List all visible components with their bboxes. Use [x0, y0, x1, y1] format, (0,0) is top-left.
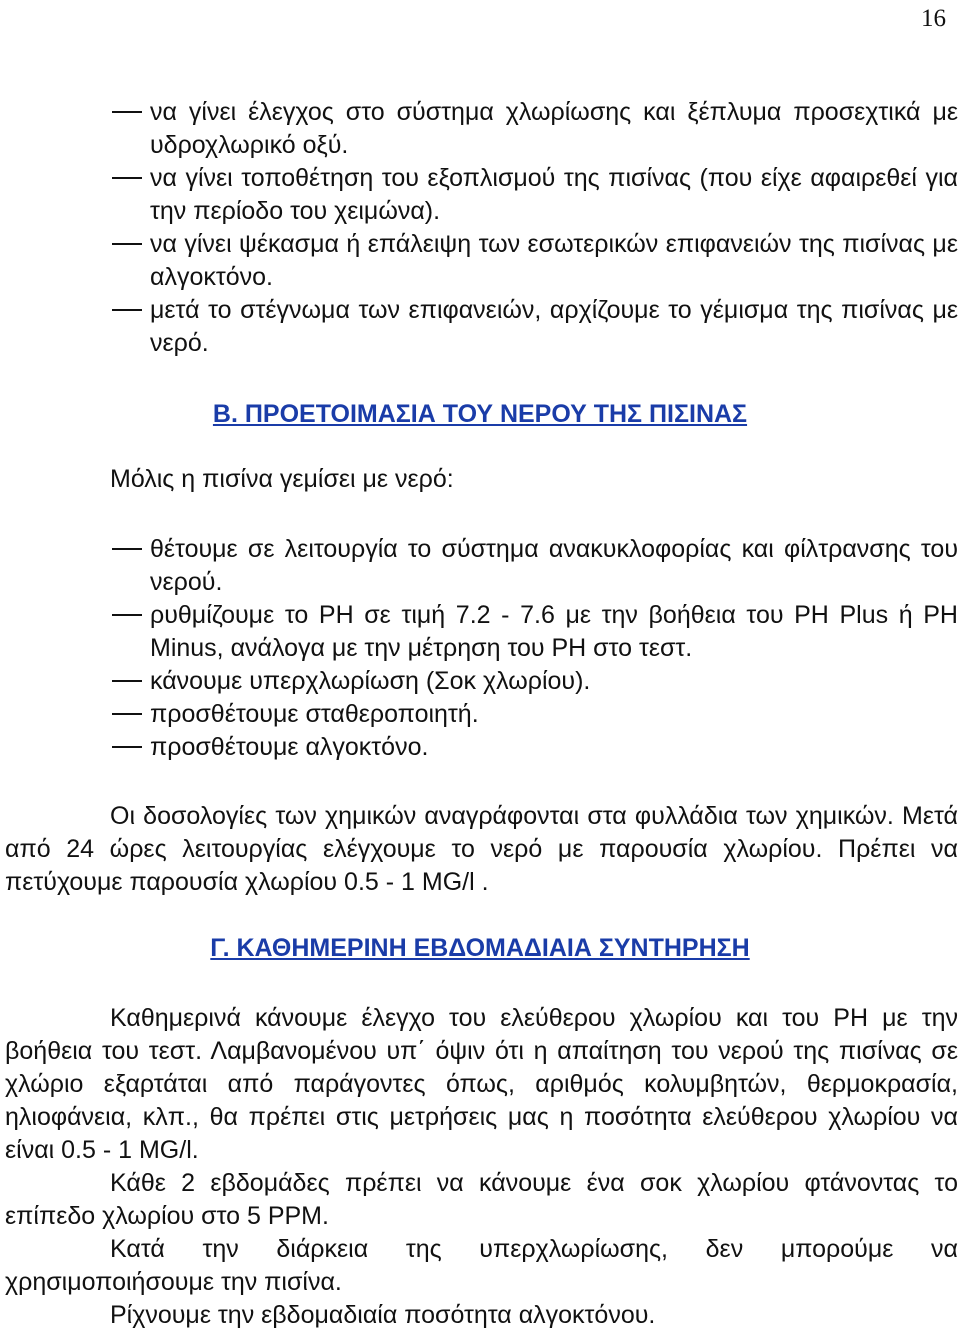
- list-item: κάνουμε υπερχλωρίωση (Σοκ χλωρίου).: [112, 665, 958, 698]
- superchlorination-paragraph: Κατά την διάρκεια της υπερχλωρίωσης, δεν μπορούμε να χρησιμοποιήσουμε την πισίνα.: [5, 1235, 958, 1296]
- page-number: 16: [921, 5, 946, 32]
- shock-paragraph: Κάθε 2 εβδομάδες πρέπει να κάνουμε ένα σοκ χλωρίου φτάνοντας το επίπεδο χλωρίου στο 5 PPM.: [5, 1169, 958, 1230]
- list-item: θέτουμε σε λειτουργία το σύστημα ανακυκλοφορίας και φίλτρανσης του νερού.: [112, 533, 958, 599]
- water-preparation-list: [112, 533, 958, 764]
- section-c-heading: Γ. ΚΑΘΗΜΕΡΙΝΗ ΕΒΔΟΜΑΔΙΑΙΑ ΣΥΝΤΗΡΗΣΗ: [210, 934, 750, 962]
- list-item: μετά το στέγνωμα των επιφανειών, αρχίζουμε το γέμισμα της πισίνας με νερό.: [112, 294, 958, 360]
- list-item: να γίνει ψέκασμα ή επάλειψη των εσωτερικών επιφανειών της πισίνας με αλγοκτόνο.: [112, 228, 958, 294]
- list-item: προσθέτουμε σταθεροποιητή.: [112, 698, 958, 731]
- list-item: να γίνει τοποθέτηση του εξοπλισμού της πισίνας (που είχε αφαιρεθεί για την περίοδο του χειμώνα).: [112, 162, 958, 228]
- algaecide-line: Ρίχνουμε την εβδομαδιαία ποσότητα αλγοκτόνου.: [110, 1301, 656, 1329]
- section-b-intro: Μόλις η πισίνα γεμίσει με νερό:: [110, 465, 454, 493]
- list-item: να γίνει έλεγχος στο σύστημα χλωρίωσης και ξέπλυμα προσεχτικά με υδροχλωρικό οξύ.: [112, 96, 958, 162]
- section-b-heading: Β. ΠΡΟΕΤΟΙΜΑΣΙΑ ΤΟΥ ΝΕΡΟΥ ΤΗΣ ΠΙΣΙΝΑΣ: [212, 400, 748, 428]
- list-item: προσθέτουμε αλγοκτόνο.: [112, 731, 958, 764]
- preparation-list: [112, 96, 958, 360]
- dosage-paragraph: Οι δοσολογίες των χημικών αναγράφονται στα φυλλάδια των χημικών. Μετά από 24 ώρες λειτουργίας ελέγχουμε το νερό με παρουσία χλωρίου. Πρέπει να πετύχουμε παρουσία χλωρίου 0.5 - 1 MG/l .: [5, 802, 958, 896]
- daily-check-paragraph: Καθημερινά κάνουμε έλεγχο του ελεύθερου χλωρίου και του PH με την βοήθεια του τεστ. Λαμβανομένου υπ΄ όψιν ότι η απαίτηση του νερού της πισίνας σε χλώριο εξαρτάται από παράγοντες όπως, αριθμός κολυμβητών, θερμοκρασία, ηλιοφάνεια, κλπ., θα πρέπει στις μετρήσεις μας η ποσότητα ελεύθερου χλωρίου να είναι 0.5 - 1 MG/l.: [5, 1004, 958, 1164]
- list-item: ρυθμίζουμε το PH σε τιμή 7.2 - 7.6 με την βοήθεια του PH Plus ή PH Minus, ανάλογα με την μέτρηση του PH στο τεστ.: [112, 599, 958, 665]
